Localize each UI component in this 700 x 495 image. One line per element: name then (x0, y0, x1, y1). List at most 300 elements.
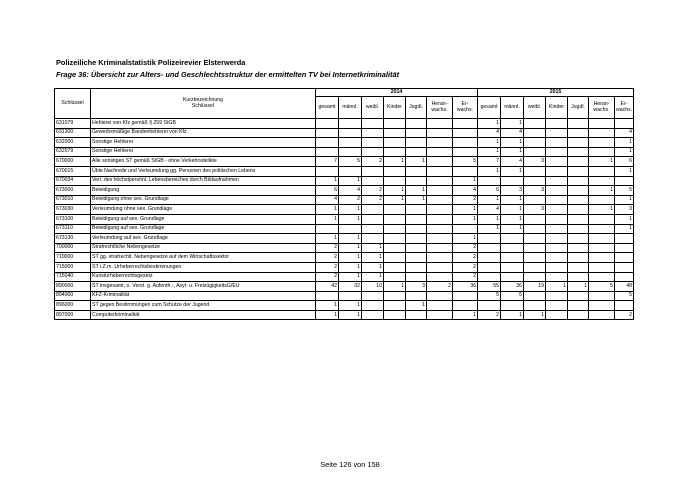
table-row (55, 157, 634, 167)
report-subtitle: Frage 36: Übersicht zur Alters- und Geschlechtsstruktur der ermittelten TV bei Internetkriminalität (56, 70, 400, 79)
row-key: 890000 (55, 282, 91, 292)
value-cell: 1 (362, 272, 384, 282)
value-cell (316, 224, 339, 234)
value-cell (406, 205, 427, 215)
row-description: KFZ-Kriminalität (91, 291, 316, 301)
row-key: 715000 (55, 262, 91, 272)
value-cell: 1 (406, 301, 427, 311)
value-cell: 1 (384, 195, 406, 205)
value-cell: 1 (384, 186, 406, 196)
value-cell: 10 (362, 282, 384, 292)
value-cell (406, 253, 427, 263)
value-cell (524, 176, 546, 186)
value-cell: 1 (501, 195, 524, 205)
value-cell (546, 310, 568, 320)
value-cell: 2 (615, 310, 634, 320)
value-cell (568, 253, 589, 263)
value-cell: 5 (501, 291, 524, 301)
value-cell (568, 195, 589, 205)
value-cell: 1 (478, 224, 501, 234)
value-cell: 1 (453, 176, 478, 186)
value-cell (524, 214, 546, 224)
row-key: 897000 (55, 310, 91, 320)
value-cell (406, 138, 427, 148)
description-header-line1: Kurzbezeichnung (182, 97, 224, 104)
value-cell: 1 (478, 147, 501, 157)
value-cell: 1 (501, 224, 524, 234)
column-header-2014-6: Er-wachs. (453, 97, 478, 119)
value-cell (406, 119, 427, 129)
value-cell (316, 147, 339, 157)
value-cell (568, 205, 589, 215)
value-cell (427, 310, 453, 320)
value-cell (406, 166, 427, 176)
table-row (55, 301, 634, 311)
value-cell (589, 262, 615, 272)
value-cell: 2 (316, 262, 339, 272)
value-cell (589, 128, 615, 138)
report-title: Polizeiliche Kriminalstatistik Polizeirevier Elsterwerda (56, 58, 246, 67)
value-cell (316, 119, 339, 129)
value-cell: 1 (501, 119, 524, 129)
value-cell (384, 234, 406, 244)
value-cell (316, 291, 339, 301)
value-cell (362, 214, 384, 224)
value-cell (501, 301, 524, 311)
table-row (55, 282, 634, 292)
value-cell (524, 224, 546, 234)
value-cell (316, 128, 339, 138)
row-description: Verl. des höchstpersönl. Lebensbereiches durch Bildaufnahmen (91, 176, 316, 186)
row-description: ST i.Z.m. Urheberrechtsbestimmungen (91, 262, 316, 272)
value-cell (615, 301, 634, 311)
value-cell (589, 224, 615, 234)
year-header-2015: 2015 (478, 89, 634, 97)
value-cell (453, 119, 478, 129)
value-cell (427, 176, 453, 186)
value-cell: 1 (589, 186, 615, 196)
value-cell: 6 (316, 186, 339, 196)
value-cell: 5 (453, 157, 478, 167)
column-header-2015-3: Kinder (546, 97, 568, 119)
value-cell (568, 176, 589, 186)
value-cell: 1 (339, 272, 362, 282)
value-cell (546, 253, 568, 263)
row-key: 894000 (55, 291, 91, 301)
value-cell (615, 272, 634, 282)
row-description: ST insgesamt, o. Verst. g. Aufenth.-, Asyl- u. FreizügigkeitsG/EU (91, 282, 316, 292)
table-row (55, 176, 634, 186)
value-cell (453, 166, 478, 176)
row-key: 710000 (55, 253, 91, 263)
column-header-2014-5: Heran-wachs. (427, 97, 453, 119)
value-cell (362, 234, 384, 244)
value-cell: 1 (478, 214, 501, 224)
value-cell: 4 (453, 186, 478, 196)
value-cell: 1 (478, 119, 501, 129)
value-cell (427, 272, 453, 282)
value-cell: 4 (501, 128, 524, 138)
value-cell (384, 147, 406, 157)
row-key: 673000 (55, 186, 91, 196)
value-cell: 4 (501, 157, 524, 167)
value-cell: 1 (501, 147, 524, 157)
value-cell (453, 301, 478, 311)
value-cell: 1 (339, 205, 362, 215)
value-cell: 2 (453, 195, 478, 205)
value-cell (524, 138, 546, 148)
value-cell: 1 (362, 262, 384, 272)
value-cell (568, 291, 589, 301)
value-cell: 2 (453, 262, 478, 272)
value-cell (384, 301, 406, 311)
value-cell: 7 (316, 157, 339, 167)
value-cell (615, 234, 634, 244)
value-cell (406, 291, 427, 301)
value-cell: 2 (316, 272, 339, 282)
table-row (55, 205, 634, 215)
value-cell (453, 128, 478, 138)
row-key: 631300 (55, 128, 91, 138)
value-cell (568, 214, 589, 224)
statistics-table (54, 88, 634, 320)
value-cell: 1 (339, 253, 362, 263)
row-description: Beleidigung auf sex. Grundlage (91, 214, 316, 224)
value-cell (427, 205, 453, 215)
value-cell (524, 234, 546, 244)
description-column-header (91, 89, 316, 119)
value-cell (362, 176, 384, 186)
value-cell (568, 272, 589, 282)
column-header-2015-0: gesamt (478, 97, 501, 119)
value-cell: 2 (453, 253, 478, 263)
value-cell (524, 195, 546, 205)
value-cell: 2 (453, 272, 478, 282)
value-cell: 1 (362, 243, 384, 253)
column-header-2014-2: weibl. (362, 97, 384, 119)
value-cell (589, 243, 615, 253)
value-cell (339, 128, 362, 138)
value-cell: 2 (362, 157, 384, 167)
value-cell (589, 253, 615, 263)
value-cell (406, 128, 427, 138)
value-cell: 1 (339, 176, 362, 186)
value-cell (427, 214, 453, 224)
row-key: 670000 (55, 157, 91, 167)
table-row (55, 234, 634, 244)
value-cell: 48 (615, 282, 634, 292)
row-description: Hehlerei von Kfz gemäß § 259 StGB (91, 119, 316, 129)
value-cell (546, 234, 568, 244)
value-cell: 2 (478, 310, 501, 320)
value-cell: 5 (615, 291, 634, 301)
value-cell (501, 243, 524, 253)
value-cell (362, 119, 384, 129)
row-description: ST gg. strafrechtl. Nebengesetze auf dem Wirtschaftssektor (91, 253, 316, 263)
value-cell (339, 291, 362, 301)
value-cell: 1 (406, 195, 427, 205)
value-cell (384, 272, 406, 282)
value-cell (384, 253, 406, 263)
value-cell: 4 (316, 195, 339, 205)
table-header (55, 89, 634, 119)
value-cell: 1 (316, 205, 339, 215)
value-cell: 3 (406, 282, 427, 292)
value-cell (427, 119, 453, 129)
row-key: 670015 (55, 166, 91, 176)
row-key: 673010 (55, 195, 91, 205)
value-cell (546, 291, 568, 301)
value-cell: 1 (501, 166, 524, 176)
table-row (55, 119, 634, 129)
value-cell: 1 (316, 176, 339, 186)
value-cell: 2 (339, 195, 362, 205)
value-cell (546, 205, 568, 215)
value-cell (568, 166, 589, 176)
value-cell (362, 301, 384, 311)
value-cell: 5 (615, 186, 634, 196)
value-cell (589, 301, 615, 311)
row-description: Sonstige Hehlerei (91, 138, 316, 148)
column-header-2014-0: gesamt (316, 97, 339, 119)
value-cell (406, 224, 427, 234)
value-cell (524, 243, 546, 253)
value-cell (589, 195, 615, 205)
value-cell (524, 119, 546, 129)
value-cell (362, 147, 384, 157)
value-cell (546, 262, 568, 272)
value-cell (568, 310, 589, 320)
value-cell: 1 (568, 282, 589, 292)
value-cell (546, 176, 568, 186)
table-row (55, 128, 634, 138)
column-header-2015-1: männl. (501, 97, 524, 119)
value-cell: 7 (478, 157, 501, 167)
value-cell (478, 176, 501, 186)
value-cell (546, 128, 568, 138)
value-cell: 1 (478, 138, 501, 148)
year-header-2014: 2014 (316, 89, 478, 97)
row-description: ST gegen Bestimmungen zum Schutze der Jugend (91, 301, 316, 311)
value-cell: 5 (478, 291, 501, 301)
value-cell (546, 186, 568, 196)
value-cell (427, 234, 453, 244)
value-cell (384, 205, 406, 215)
table-body (55, 119, 634, 320)
value-cell (478, 272, 501, 282)
description-header-line2: Schlüssel (191, 102, 215, 109)
value-cell: 1 (453, 234, 478, 244)
value-cell (546, 272, 568, 282)
table-row (55, 310, 634, 320)
value-cell (339, 224, 362, 234)
value-cell (384, 166, 406, 176)
value-cell (546, 301, 568, 311)
table-row (55, 243, 634, 253)
value-cell: 5 (589, 282, 615, 292)
column-header-2015-4: Jugdl. (568, 97, 589, 119)
value-cell: 2 (427, 282, 453, 292)
value-cell (362, 291, 384, 301)
table-row (55, 138, 634, 148)
value-cell (589, 310, 615, 320)
value-cell (427, 253, 453, 263)
value-cell (478, 234, 501, 244)
value-cell: 36 (501, 282, 524, 292)
value-cell (362, 128, 384, 138)
value-cell (524, 166, 546, 176)
table-row (55, 262, 634, 272)
value-cell (339, 119, 362, 129)
row-description: Sonstige Hehlerei (91, 147, 316, 157)
table-row (55, 214, 634, 224)
row-description: Beleidigung (91, 186, 316, 196)
value-cell (453, 291, 478, 301)
value-cell: 1 (406, 157, 427, 167)
row-description: Kunsturheberrechtsgesetz (91, 272, 316, 282)
value-cell: 1 (615, 224, 634, 234)
value-cell (568, 128, 589, 138)
value-cell: 6 (478, 186, 501, 196)
value-cell: 2 (316, 253, 339, 263)
row-description: Alle sonstigen ST gemäß StGB - ohne Verkehrsdelikte (91, 157, 316, 167)
value-cell: 1 (501, 214, 524, 224)
value-cell (406, 243, 427, 253)
value-cell (615, 243, 634, 253)
column-header-2014-1: männl. (339, 97, 362, 119)
row-description: Üble Nachrede und Verleumdung gg. Personen des politischen Lebens (91, 166, 316, 176)
value-cell (568, 186, 589, 196)
value-cell: 1 (316, 234, 339, 244)
value-cell: 1 (316, 310, 339, 320)
value-cell: 1 (478, 195, 501, 205)
value-cell: 1 (501, 205, 524, 215)
value-cell (501, 234, 524, 244)
value-cell: 1 (615, 147, 634, 157)
value-cell (384, 128, 406, 138)
value-cell (427, 166, 453, 176)
value-cell (384, 224, 406, 234)
value-cell: 1 (453, 310, 478, 320)
value-cell (615, 119, 634, 129)
value-cell: 1 (339, 214, 362, 224)
value-cell (362, 166, 384, 176)
row-description: Gewerbsmäßige Bandenhehlerei von Kfz (91, 128, 316, 138)
value-cell (546, 243, 568, 253)
value-cell: 3 (615, 205, 634, 215)
value-cell: 1 (339, 301, 362, 311)
value-cell (427, 128, 453, 138)
value-cell (384, 138, 406, 148)
value-cell (427, 301, 453, 311)
value-cell (546, 166, 568, 176)
value-cell (589, 166, 615, 176)
value-cell: 1 (384, 157, 406, 167)
value-cell (453, 147, 478, 157)
value-cell (615, 253, 634, 263)
row-key: 673030 (55, 205, 91, 215)
value-cell (568, 157, 589, 167)
value-cell (406, 262, 427, 272)
column-header-2015-2: weibl. (524, 97, 546, 119)
value-cell: 1 (453, 214, 478, 224)
value-cell (427, 291, 453, 301)
value-cell: 1 (501, 310, 524, 320)
value-cell (524, 253, 546, 263)
value-cell (524, 272, 546, 282)
value-cell: 4 (478, 205, 501, 215)
value-cell (568, 301, 589, 311)
table-row (55, 253, 634, 263)
value-cell (524, 147, 546, 157)
value-cell (427, 138, 453, 148)
value-cell: 1 (546, 282, 568, 292)
value-cell (589, 138, 615, 148)
value-cell: 2 (453, 243, 478, 253)
value-cell: 1 (478, 166, 501, 176)
row-description: Computerkriminalität (91, 310, 316, 320)
value-cell: 19 (524, 282, 546, 292)
row-description: Strafrechtliche Nebengesetze (91, 243, 316, 253)
value-cell (427, 262, 453, 272)
value-cell: 55 (478, 282, 501, 292)
value-cell (589, 272, 615, 282)
value-cell (384, 119, 406, 129)
value-cell (384, 243, 406, 253)
value-cell (546, 157, 568, 167)
row-key: 670034 (55, 176, 91, 186)
value-cell (406, 310, 427, 320)
value-cell (524, 291, 546, 301)
value-cell (589, 291, 615, 301)
row-key: 631079 (55, 119, 91, 129)
value-cell: 3 (524, 186, 546, 196)
value-cell (427, 195, 453, 205)
value-cell (546, 224, 568, 234)
value-cell (568, 138, 589, 148)
table-row (55, 272, 634, 282)
value-cell (406, 214, 427, 224)
value-cell (362, 138, 384, 148)
value-cell (362, 310, 384, 320)
value-cell (501, 253, 524, 263)
value-cell (615, 176, 634, 186)
value-cell (546, 138, 568, 148)
value-cell (406, 147, 427, 157)
value-cell (568, 243, 589, 253)
value-cell (501, 272, 524, 282)
value-cell (589, 234, 615, 244)
row-key: 632079 (55, 147, 91, 157)
value-cell: 1 (615, 138, 634, 148)
value-cell: 1 (501, 138, 524, 148)
value-cell: 2 (362, 195, 384, 205)
value-cell (362, 224, 384, 234)
value-cell (362, 205, 384, 215)
value-cell: 1 (615, 214, 634, 224)
table-row (55, 195, 634, 205)
value-cell: 1 (339, 234, 362, 244)
value-cell (453, 224, 478, 234)
value-cell (453, 138, 478, 148)
value-cell (546, 195, 568, 205)
table-row (55, 166, 634, 176)
table-row (55, 147, 634, 157)
value-cell: 1 (316, 301, 339, 311)
value-cell (384, 310, 406, 320)
value-cell (568, 224, 589, 234)
value-cell (427, 243, 453, 253)
